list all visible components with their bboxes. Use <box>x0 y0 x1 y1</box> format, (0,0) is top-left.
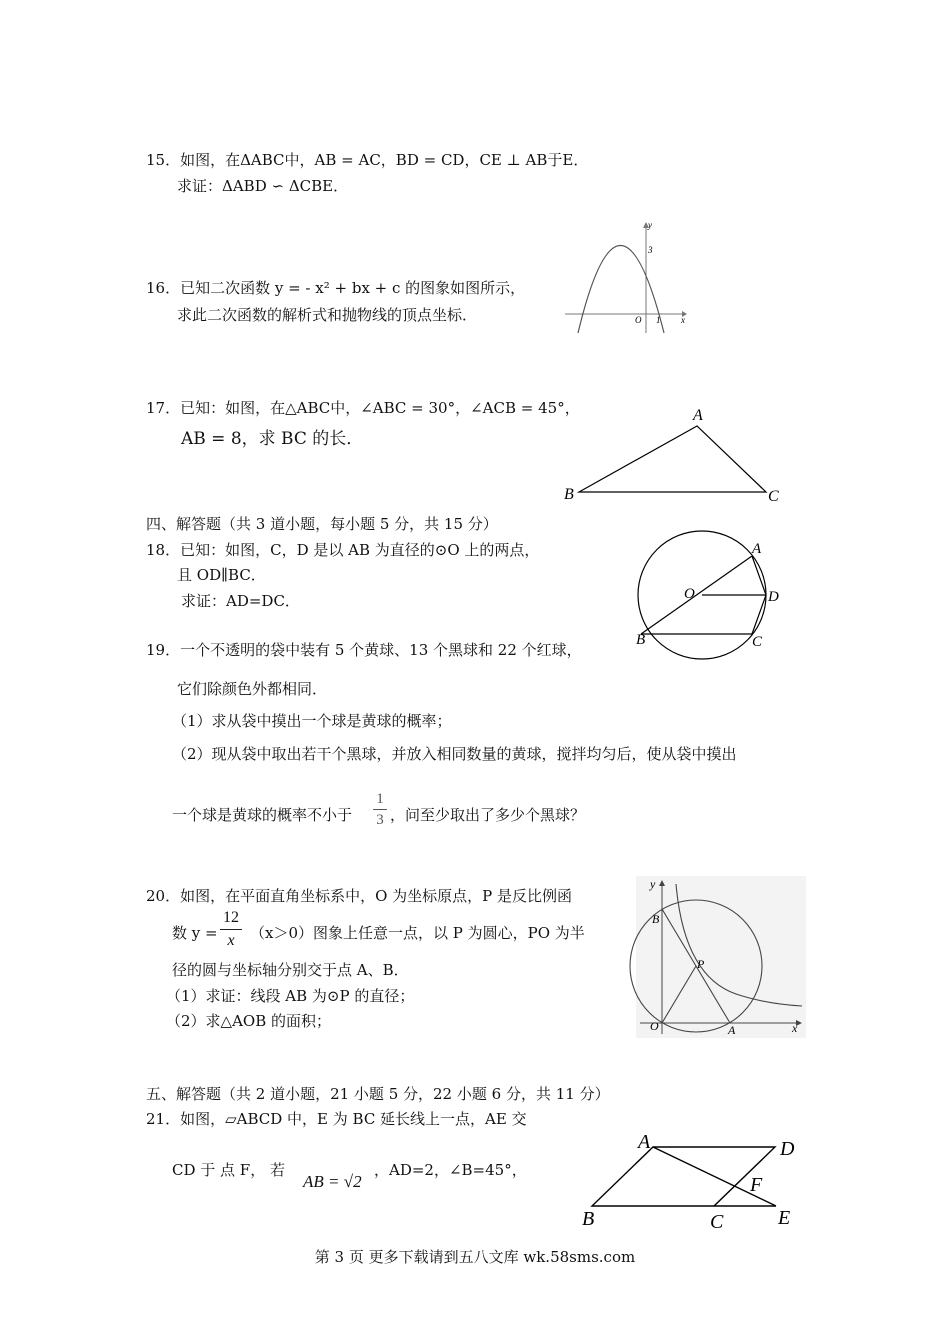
p20-line2a: 数 y = <box>172 924 218 942</box>
p18-line2: 且 OD∥BC． <box>177 566 266 584</box>
graph-root: 1 <box>656 315 661 325</box>
p20-fraction <box>218 908 244 951</box>
p18-label-d: D <box>768 589 779 605</box>
p20-frac-num: 12 <box>223 909 239 926</box>
p19-frac-den: 3 <box>376 812 384 828</box>
graph-x-label: x <box>681 315 685 325</box>
coordinate-figure <box>636 876 806 1038</box>
section-4-title: 四、解答题（共 3 道小题，每小题 5 分，共 15 分） <box>146 515 498 533</box>
p21-line2a: CD 于 点 F， 若 <box>172 1161 285 1179</box>
p20-line3: 径的圆与坐标轴分别交于点 A、B． <box>172 961 409 979</box>
p16-line1: 16．已知二次函数 y = - x² + bx + c 的图象如图所示， <box>146 279 526 297</box>
page-footer: 第 3 页 更多下载请到五八文库 wk.58sms.com <box>314 1248 636 1266</box>
p19-fraction <box>371 790 389 829</box>
graph-y-intercept: 3 <box>648 245 653 255</box>
parallelogram-abcd <box>592 1147 775 1206</box>
p19-line5a: 一个球是黄球的概率不小于 <box>172 806 353 824</box>
p20-line1: 20．如图，在平面直角坐标系中，O 为坐标原点，P 是反比例函 <box>146 887 573 905</box>
p19-line1: 19．一个不透明的袋中装有 5 个黄球、13 个黑球和 22 个红球， <box>146 641 582 659</box>
p15-line1: 15．如图，在ΔABC中，AB = AC，BD = CD，CE ⊥ AB于E． <box>146 151 589 169</box>
p21-line2c: ，AD=2，∠B=45°， <box>374 1161 527 1179</box>
p17-line2: AB = 8，求 BC 的长． <box>181 429 364 449</box>
p18-label-o: O <box>684 586 695 602</box>
p20-line5: （2）求△AOB 的面积； <box>166 1012 332 1030</box>
circle-o-figure <box>620 520 800 670</box>
coord-label-b: B <box>652 912 660 926</box>
p19-frac-num: 1 <box>376 791 384 807</box>
parabola-graph <box>560 218 690 336</box>
p17-label-b: B <box>564 486 574 503</box>
coord-label-a: A <box>728 1023 736 1037</box>
section-5-title: 五、解答题（共 2 道小题，21 小题 5 分，22 小题 6 分，共 11 分） <box>146 1085 610 1103</box>
p19-line5b: ，问至少取出了多少个黑球？ <box>390 806 586 824</box>
chord-dc <box>752 595 766 634</box>
p21-label-c: C <box>710 1211 724 1233</box>
parallelogram-figure <box>578 1128 808 1234</box>
coord-label-x: x <box>792 1021 798 1035</box>
p15-line2: 求证：ΔABD ∽ ΔCBE． <box>177 177 349 195</box>
p19-line4: （2）现从袋中取出若干个黑球，并放入相同数量的黄球，搅拌均匀后，使从袋中摸出 <box>172 745 737 763</box>
p16-line2: 求此二次函数的解析式和抛物线的顶点坐标． <box>177 306 478 324</box>
p18-label-b: B <box>636 632 646 648</box>
triangle-abc-figure <box>560 402 790 506</box>
p21-label-b: B <box>582 1208 595 1230</box>
triangle-abc <box>579 426 766 492</box>
p21-line1: 21．如图，▱ABCD 中，E 为 BC 延长线上一点，AE 交 <box>146 1110 527 1128</box>
p20-frac-den: x <box>227 932 235 949</box>
p21-label-a: A <box>638 1131 651 1153</box>
p17-label-c: C <box>768 488 779 505</box>
p18-line1: 18．已知：如图，C，D 是以 AB 为直径的⊙O 上的两点， <box>146 541 540 559</box>
parabola-curve <box>578 246 664 334</box>
p21-label-e: E <box>778 1207 791 1229</box>
p19-line2: 它们除颜色外都相同． <box>177 680 328 698</box>
p17-line1: 17．已知：如图，在△ABC中，∠ABC = 30°，∠ACB = 45°， <box>146 399 580 417</box>
p18-label-a: A <box>752 541 762 557</box>
p21-label-d: D <box>780 1138 795 1160</box>
chord-ad <box>752 556 766 595</box>
coord-label-o: O <box>650 1019 659 1033</box>
p21-label-f: F <box>750 1174 763 1196</box>
p20-line4: （1）求证：线段 AB 为⊙P 的直径； <box>166 987 415 1005</box>
p17-label-a: A <box>693 407 703 424</box>
p19-line3: （1）求从袋中摸出一个球是黄球的概率； <box>172 712 452 730</box>
p20-line2b: （x＞0）图象上任意一点，以 P 为圆心，PO 为半 <box>250 924 585 942</box>
p18-line3: 求证：AD=DC． <box>181 592 300 610</box>
coord-label-y: y <box>650 877 656 891</box>
graph-y-label: y <box>648 220 652 230</box>
coord-label-p: P <box>697 957 705 971</box>
p21-line2b: AB = √2 <box>303 1172 362 1191</box>
p18-label-c: C <box>752 634 763 650</box>
graph-origin: O <box>635 315 642 325</box>
